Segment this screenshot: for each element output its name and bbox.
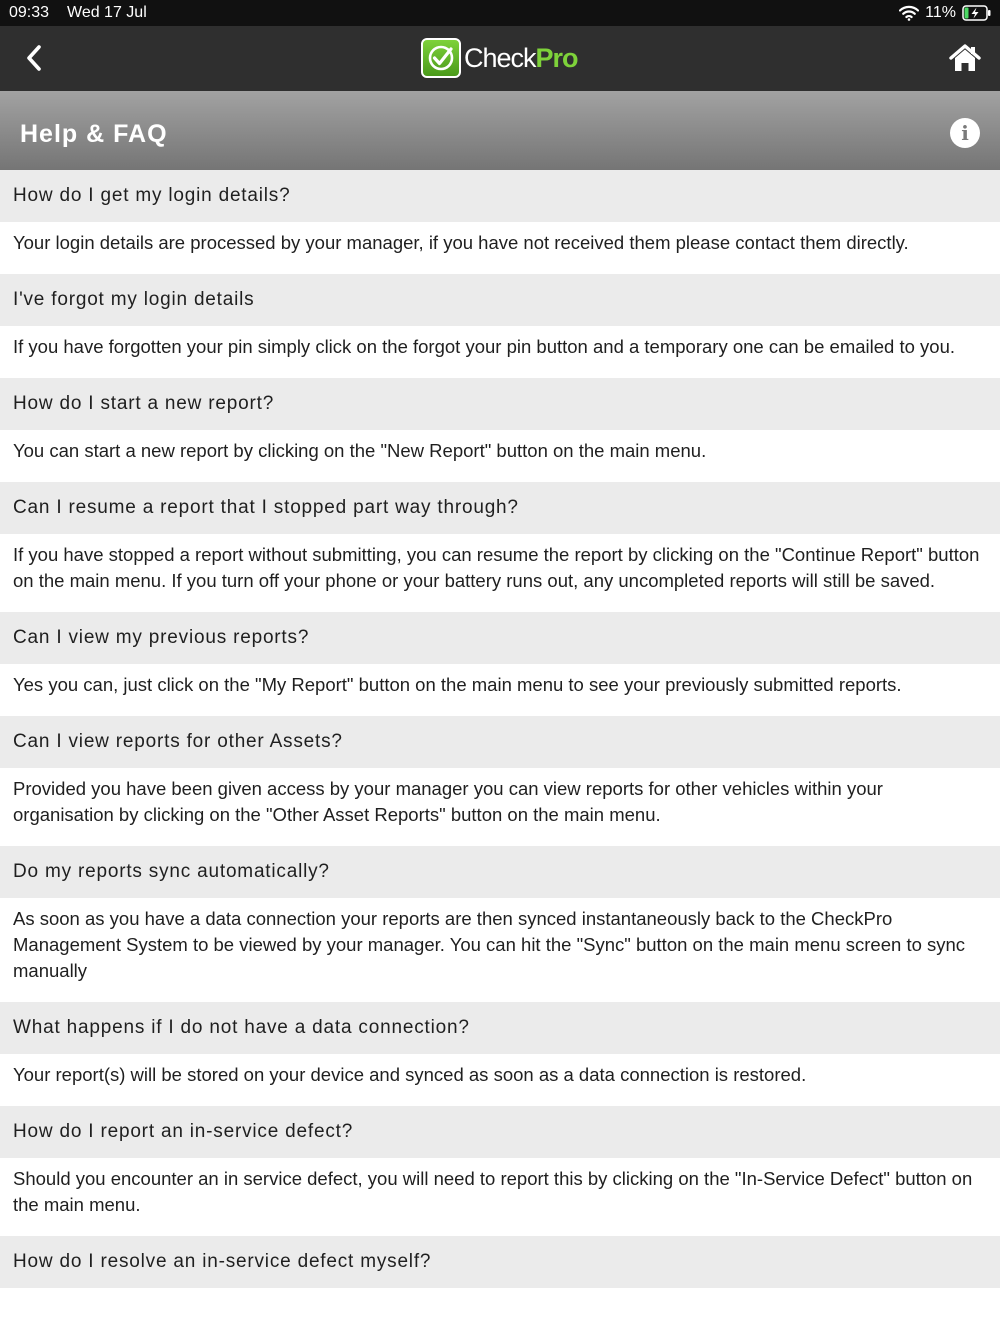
faq-question[interactable]: Can I view my previous reports?	[0, 612, 1000, 664]
faq-question[interactable]: Can I view reports for other Assets?	[0, 716, 1000, 768]
top-navigation-bar	[0, 26, 1000, 91]
back-button[interactable]	[16, 40, 52, 76]
faq-item	[0, 1106, 1000, 1236]
faq-answer: Your report(s) will be stored on your device and synced as soon as a data connection is restored.	[0, 1054, 1000, 1106]
battery-percentage: 11%	[925, 4, 956, 21]
logo-text-check: Check	[464, 43, 536, 73]
home-icon	[949, 44, 981, 72]
faq-item	[0, 170, 1000, 274]
faq-item	[0, 482, 1000, 612]
faq-answer: You can start a new report by clicking on the "New Report" button on the main menu.	[0, 430, 1000, 482]
chevron-left-icon	[24, 44, 44, 72]
faq-answer: As soon as you have a data connection your reports are then synced instantaneously back to the CheckPro Management System to be viewed by your manager. You can hit the "Sync" button on the main menu screen to sync manually	[0, 898, 1000, 1002]
status-indicators	[899, 0, 992, 26]
status-bar	[0, 0, 1000, 26]
faq-answer: Provided you have been given access by your manager you can view reports for other vehicles within your organisation by clicking on the "Other Asset Reports" button on the main menu.	[0, 768, 1000, 846]
faq-question[interactable]: I've forgot my login details	[0, 274, 1000, 326]
faq-answer: Yes you can, just click on the "My Report" button on the main menu to see your previously submitted reports.	[0, 664, 1000, 716]
faq-question[interactable]: How do I resolve an in-service defect myself?	[0, 1236, 1000, 1288]
faq-item	[0, 274, 1000, 378]
faq-list	[0, 170, 1000, 1288]
page-title: Help & FAQ	[20, 120, 168, 148]
faq-answer: If you have stopped a report without submitting, you can resume the report by clicking on the "Continue Report" button on the main menu. If you turn off your phone or your battery runs out, any uncompleted reports will still be saved.	[0, 534, 1000, 612]
faq-question[interactable]: How do I report an in-service defect?	[0, 1106, 1000, 1158]
faq-answer: Should you encounter an in service defect, you will need to report this by clicking on the "In-Service Defect" button on the main menu.	[0, 1158, 1000, 1236]
logo-wordmark	[464, 38, 578, 78]
faq-question[interactable]: Can I resume a report that I stopped part way through?	[0, 482, 1000, 534]
faq-question[interactable]: How do I get my login details?	[0, 170, 1000, 222]
battery-charging-icon	[962, 5, 992, 21]
home-button[interactable]	[946, 39, 984, 77]
faq-item	[0, 378, 1000, 482]
checkpro-logo	[421, 38, 578, 78]
logo-text-pro: Pro	[535, 43, 578, 73]
faq-question[interactable]: What happens if I do not have a data connection?	[0, 1002, 1000, 1054]
faq-item	[0, 1236, 1000, 1288]
info-button[interactable]	[950, 118, 980, 148]
faq-item	[0, 716, 1000, 846]
info-icon: i	[961, 121, 969, 145]
faq-question[interactable]: How do I start a new report?	[0, 378, 1000, 430]
wifi-icon	[899, 5, 919, 21]
faq-item	[0, 612, 1000, 716]
title-bar	[0, 91, 1000, 170]
faq-item	[0, 1002, 1000, 1106]
status-date: Wed 17 Jul	[67, 4, 147, 21]
faq-question[interactable]: Do my reports sync automatically?	[0, 846, 1000, 898]
faq-item	[0, 846, 1000, 1002]
faq-answer: Your login details are processed by your manager, if you have not received them please contact them directly.	[0, 222, 1000, 274]
check-mark-icon	[421, 38, 461, 78]
faq-answer: If you have forgotten your pin simply click on the forgot your pin button and a temporary one can be emailed to you.	[0, 326, 1000, 378]
status-time: 09:33	[9, 4, 50, 21]
